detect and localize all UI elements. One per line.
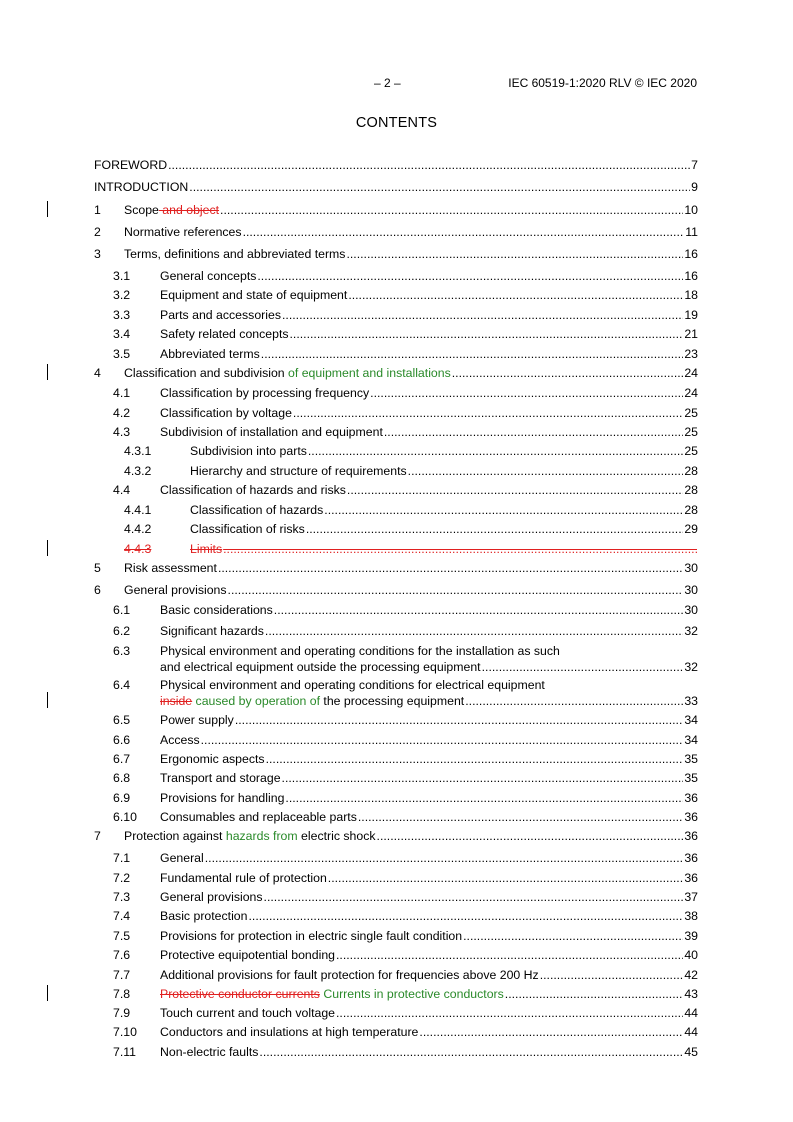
title-text: Provisions for handling [160, 791, 285, 805]
toc-entry-page: 28 [684, 503, 698, 517]
dot-leader [377, 828, 684, 844]
toc-entry-title [190, 521, 305, 537]
toc-entry-title [160, 751, 265, 767]
toc-entry[interactable] [94, 623, 698, 639]
toc-entry-page: 36 [684, 871, 698, 885]
toc-entry-title [160, 385, 369, 401]
dot-leader [274, 602, 684, 618]
toc-entry-number: 6.4 [113, 678, 131, 692]
title-text: Conductors and insulations at high temperature [160, 1025, 419, 1039]
toc-entry-title [160, 712, 234, 728]
inserted-text: hazards from [225, 829, 298, 843]
toc-entry-number: 4.4 [113, 483, 131, 497]
dot-leader [336, 1005, 683, 1021]
toc-entry[interactable] [94, 870, 698, 886]
toc-entry[interactable] [94, 541, 698, 557]
toc-entry-page: 30 [684, 603, 698, 617]
toc-entry-number: 6.3 [113, 644, 131, 658]
change-bar [47, 364, 48, 380]
toc-entry-number: 6.1 [113, 603, 131, 617]
toc-entry-page: 36 [684, 810, 698, 824]
toc-entry-title [160, 602, 273, 618]
toc-entry[interactable] [94, 712, 698, 728]
title-text: Equipment and state of equipment [160, 288, 348, 302]
toc-entry-title [124, 202, 219, 218]
toc-entry-title [94, 157, 167, 173]
toc-entry-number: 7.6 [113, 948, 131, 962]
toc-entry-number: 6.6 [113, 733, 131, 747]
dot-leader [324, 502, 683, 518]
toc-entry-page: 35 [684, 771, 698, 785]
toc-entry[interactable] [94, 502, 698, 518]
toc-entry-number: 3.5 [113, 347, 131, 361]
toc-entry[interactable] [94, 582, 698, 598]
toc-entry[interactable] [94, 268, 698, 284]
dot-leader [220, 202, 683, 218]
toc-entry-title [190, 541, 222, 557]
toc-entry-title [190, 463, 407, 479]
toc-entry-page: 36 [684, 851, 698, 865]
dot-leader [505, 986, 684, 1002]
title-text: Classification by voltage [160, 406, 292, 420]
toc-entry-title [160, 693, 464, 709]
inserted-text: of equipment and installations [288, 366, 451, 380]
toc-entry-page: 34 [684, 733, 698, 747]
toc-entry-page: 45 [684, 1045, 698, 1059]
toc-entry-number: 6.9 [113, 791, 131, 805]
document-id: IEC 60519-1:2020 RLV © IEC 2020 [508, 76, 697, 90]
deleted-text: Protective conductor currents [160, 987, 320, 1001]
title-text: Abbreviated terms [160, 347, 260, 361]
dot-leader [348, 287, 683, 303]
title-text: Classification of hazards and risks [160, 483, 346, 497]
toc-entry[interactable] [94, 179, 698, 195]
toc-entry-page: 28 [684, 483, 698, 497]
toc-entry-title-line: Physical environment and operating conditions for the installation as such [160, 644, 560, 658]
dot-leader [264, 889, 684, 905]
dot-leader [347, 482, 683, 498]
toc-entry-title [160, 967, 539, 983]
title-text: the processing equipment [319, 694, 465, 708]
dot-leader [223, 541, 697, 557]
title-text: Classification and subdivision [124, 366, 289, 380]
change-bar [47, 540, 48, 556]
toc-entry[interactable] [94, 643, 698, 675]
toc-entry-page: 33 [684, 694, 698, 708]
title-text: General provisions [160, 890, 263, 904]
toc-entry-number: 7.5 [113, 929, 131, 943]
dot-leader [201, 732, 684, 748]
toc-entry-number: 6 [94, 583, 101, 597]
toc-entry-page: 36 [684, 829, 698, 843]
toc-entry[interactable] [94, 732, 698, 748]
toc-entry-number: 7.4 [113, 909, 131, 923]
toc-entry-number: 5 [94, 561, 101, 575]
toc-entry-page: 43 [684, 987, 698, 1001]
title-text: and electrical equipment outside the processing equipment [160, 660, 481, 674]
toc-entry-title [160, 889, 263, 905]
title-text: Safety related concepts [160, 327, 289, 341]
toc-entry-page: 19 [684, 308, 698, 322]
toc-entry-number: 3.4 [113, 327, 131, 341]
dot-leader [189, 179, 690, 195]
toc-entry-page: 16 [684, 269, 698, 283]
toc-entry-title [190, 443, 307, 459]
toc-entry-title [190, 502, 323, 518]
toc-entry-page: 23 [684, 347, 698, 361]
toc-entry-title [160, 870, 327, 886]
title-text: INTRODUCTION [94, 180, 189, 194]
change-bar [47, 692, 48, 708]
toc-entry-title [160, 908, 248, 924]
toc-entry-number: 7.1 [113, 851, 131, 865]
toc-entry-title [160, 307, 281, 323]
dot-leader [168, 157, 690, 173]
toc-entry[interactable] [94, 850, 698, 866]
toc-entry-number: 4.3.1 [124, 444, 152, 458]
dot-leader [465, 693, 683, 709]
toc-entry-page: 42 [684, 968, 698, 982]
title-text: Significant hazards [160, 624, 264, 638]
dot-leader [290, 326, 684, 342]
toc-entry-page: 28 [684, 464, 698, 478]
title-text: electric shock [297, 829, 376, 843]
toc-entry-number: 4.4.2 [124, 522, 152, 536]
toc-entry[interactable] [94, 424, 698, 440]
toc-entry-number: 7.2 [113, 871, 131, 885]
dot-leader [308, 443, 683, 459]
change-bar [47, 201, 48, 217]
title-text: Parts and accessories [160, 308, 281, 322]
toc-entry-page: 32 [684, 624, 698, 638]
toc-entry[interactable] [94, 828, 698, 844]
title-text: Power supply [160, 713, 234, 727]
toc-entry-number: 6.7 [113, 752, 131, 766]
dot-leader [249, 908, 684, 924]
toc-entry[interactable] [94, 157, 698, 173]
toc-entry-number: 3.3 [113, 308, 131, 322]
dot-leader [205, 850, 684, 866]
toc-entry[interactable] [94, 1005, 698, 1021]
toc-entry[interactable] [94, 560, 698, 576]
toc-entry-page: 32 [684, 660, 698, 674]
toc-entry[interactable] [94, 246, 698, 262]
title-text: Consumables and replaceable parts [160, 810, 357, 824]
toc-entry[interactable] [94, 385, 698, 401]
toc-entry-page: 25 [684, 425, 698, 439]
toc-entry-title [160, 928, 462, 944]
dot-leader [266, 751, 684, 767]
deleted-text: and object [158, 203, 220, 217]
dot-leader [540, 967, 684, 983]
title-text: Additional provisions for fault protection for frequencies above 200 Hz [160, 968, 539, 982]
toc-entry[interactable] [94, 947, 698, 963]
toc-entry-page: 16 [684, 247, 698, 261]
toc-entry-title [160, 623, 264, 639]
title-text: Risk assessment [124, 561, 217, 575]
toc-entry-title [94, 179, 188, 195]
toc-entry-title [160, 268, 256, 284]
dot-leader [265, 623, 683, 639]
change-bar [47, 985, 48, 1001]
dot-leader [306, 521, 684, 537]
toc-entry-number: 4.4.3 [124, 542, 152, 556]
title-text: General concepts [160, 269, 257, 283]
dot-leader [346, 246, 683, 262]
toc-entry-page: 11 [685, 225, 698, 239]
toc-entry-title [160, 1005, 335, 1021]
dot-leader [218, 560, 683, 576]
page-title: CONTENTS [355, 115, 438, 131]
deleted-text: inside [160, 694, 193, 708]
toc-entry-page: 34 [684, 713, 698, 727]
toc-entry-title [160, 405, 292, 421]
toc-entry-page: 35 [684, 752, 698, 766]
title-text: Subdivision into parts [190, 444, 307, 458]
toc-entry-number: 6.8 [113, 771, 131, 785]
toc-entry[interactable] [94, 202, 698, 218]
toc-entry-title [124, 582, 227, 598]
toc-entry-page: 37 [684, 890, 698, 904]
toc-entry-title [160, 659, 481, 675]
title-text: Terms, definitions and abbreviated terms [124, 247, 346, 261]
toc-entry-page: 25 [684, 406, 698, 420]
toc-entry[interactable] [94, 443, 698, 459]
toc-entry-page: 21 [684, 327, 698, 341]
title-text: Normative references [124, 225, 242, 239]
toc-entry-title [160, 732, 200, 748]
toc-entry[interactable] [94, 751, 698, 767]
toc-entry-page: 40 [684, 948, 698, 962]
dot-leader [463, 928, 683, 944]
toc-entry-number: 3.2 [113, 288, 131, 302]
toc-entry-number: 4.4.1 [124, 503, 152, 517]
title-text: FOREWORD [94, 158, 168, 172]
toc-entry[interactable] [94, 463, 698, 479]
toc-entry-number: 6.10 [113, 810, 137, 824]
dot-leader [235, 712, 683, 728]
dot-leader [285, 790, 683, 806]
toc-entry-number: 3 [94, 247, 101, 261]
dot-leader [243, 224, 685, 240]
toc-entry-number: 7.7 [113, 968, 131, 982]
page-header [0, 76, 793, 92]
toc-entry-page: 18 [684, 288, 698, 302]
toc-entry-number: 3.1 [113, 269, 131, 283]
toc-entry-number: 1 [94, 203, 101, 217]
toc-entry-page: 38 [684, 909, 698, 923]
toc-entry-page: 9 [691, 180, 698, 194]
toc-entry[interactable] [94, 287, 698, 303]
title-text: Limits [190, 542, 223, 556]
title-text: Classification by processing frequency [160, 386, 370, 400]
title-text: Classification of hazards [190, 503, 324, 517]
dot-leader [257, 268, 683, 284]
toc-entry-page: 44 [684, 1025, 698, 1039]
toc-entry-page: 30 [684, 561, 698, 575]
dot-leader [384, 424, 683, 440]
title-text: Basic considerations [160, 603, 273, 617]
title-text: Provisions for protection in electric single fault condition [160, 929, 463, 943]
toc-entry-page: 24 [684, 386, 698, 400]
toc-entry-page: 39 [684, 929, 698, 943]
dot-leader [370, 385, 683, 401]
toc-entry-number: 2 [94, 225, 101, 239]
toc-entry-number: 7.11 [113, 1045, 137, 1059]
toc-entry-title [160, 482, 346, 498]
title-text: Hierarchy and structure of requirements [190, 464, 407, 478]
title-text: General [160, 851, 204, 865]
title-text: Protection against [124, 829, 226, 843]
toc-entry[interactable] [94, 790, 698, 806]
toc-entry-title [160, 809, 357, 825]
toc-entry-title [160, 424, 383, 440]
toc-entry-page: 7 [691, 158, 698, 172]
toc-entry-page: 29 [684, 522, 698, 536]
toc-entry[interactable] [94, 908, 698, 924]
dot-leader [482, 659, 684, 675]
toc-entry-title [124, 224, 242, 240]
toc-entry[interactable] [94, 365, 698, 381]
toc-entry-title [124, 560, 217, 576]
toc-entry-number: 4.3.2 [124, 464, 152, 478]
toc-entry[interactable] [94, 405, 698, 421]
toc-entry-page: 36 [684, 791, 698, 805]
toc-entry-number: 7.3 [113, 890, 131, 904]
dot-leader [293, 405, 683, 421]
toc-entry-title [124, 365, 451, 381]
toc-entry-number: 4.1 [113, 386, 131, 400]
dot-leader [419, 1024, 683, 1040]
toc-entry-title [160, 770, 281, 786]
toc-entry[interactable] [94, 224, 698, 240]
dot-leader [452, 365, 684, 381]
toc-entry-title [124, 246, 345, 262]
title-text: Basic protection [160, 909, 248, 923]
toc-entry-page: 44 [684, 1006, 698, 1020]
toc-entry[interactable] [94, 770, 698, 786]
toc-entry-page: 24 [684, 366, 698, 380]
toc-entry[interactable] [94, 677, 698, 709]
toc-entry-title [160, 1024, 418, 1040]
toc-entry-number: 7.8 [113, 987, 131, 1001]
toc-entry-title [160, 326, 289, 342]
title-text: Access [160, 733, 200, 747]
toc-entry[interactable] [94, 307, 698, 323]
toc-entry[interactable] [94, 521, 698, 537]
toc-entry-title-line: Physical environment and operating conditions for electrical equipment [160, 678, 545, 692]
toc-entry-page: 30 [684, 583, 698, 597]
toc-entry-number: 7 [94, 829, 101, 843]
toc-entry[interactable] [94, 346, 698, 362]
toc-entry-title [160, 287, 347, 303]
inserted-text: caused by operation of [192, 694, 320, 708]
toc-entry-title [160, 947, 335, 963]
dot-leader [328, 870, 684, 886]
toc-entry-number: 4 [94, 366, 101, 380]
toc-entry[interactable] [94, 482, 698, 498]
toc-entry[interactable] [94, 326, 698, 342]
dot-leader [282, 770, 684, 786]
toc-entry-number: 4.2 [113, 406, 131, 420]
title-text: Protective equipotential bonding [160, 948, 336, 962]
toc-entry-title [124, 828, 376, 844]
dot-leader [358, 809, 683, 825]
dot-leader [408, 463, 684, 479]
page-number: – 2 – [374, 76, 401, 90]
toc-entry-number: 7.10 [113, 1025, 137, 1039]
title-text: Fundamental rule of protection [160, 871, 327, 885]
toc-entry-title [160, 850, 204, 866]
title-text: Subdivision of installation and equipment [160, 425, 383, 439]
dot-leader [261, 346, 684, 362]
title-text: Ergonomic aspects [160, 752, 265, 766]
toc-entry-number: 4.3 [113, 425, 131, 439]
dot-leader [259, 1044, 683, 1060]
title-text: Scope [124, 203, 159, 217]
toc-entry-title [160, 1044, 258, 1060]
title-text: General provisions [124, 583, 227, 597]
toc-entry[interactable] [94, 889, 698, 905]
toc-entry[interactable] [94, 1024, 698, 1040]
dot-leader [336, 947, 683, 963]
toc-entry[interactable] [94, 1044, 698, 1060]
toc-entry[interactable] [94, 602, 698, 618]
toc-entry-title [160, 986, 504, 1002]
dot-leader [282, 307, 683, 323]
title-text: Classification of risks [190, 522, 305, 536]
inserted-text: Currents in protective conductors [319, 987, 504, 1001]
toc-entry-page: 10 [684, 203, 698, 217]
toc-entry[interactable] [94, 986, 698, 1002]
toc-entry-number: 6.5 [113, 713, 131, 727]
toc-entry-page: 25 [684, 444, 698, 458]
toc-entry[interactable] [94, 928, 698, 944]
toc-entry-number: 7.9 [113, 1006, 131, 1020]
toc-entry-title [160, 346, 260, 362]
title-text: Non-electric faults [160, 1045, 259, 1059]
toc-entry-title [160, 790, 284, 806]
dot-leader [228, 582, 684, 598]
toc-entry-number: 6.2 [113, 624, 131, 638]
toc-entry[interactable] [94, 967, 698, 983]
toc-entry[interactable] [94, 809, 698, 825]
title-text: Touch current and touch voltage [160, 1006, 336, 1020]
title-text: Transport and storage [160, 771, 281, 785]
